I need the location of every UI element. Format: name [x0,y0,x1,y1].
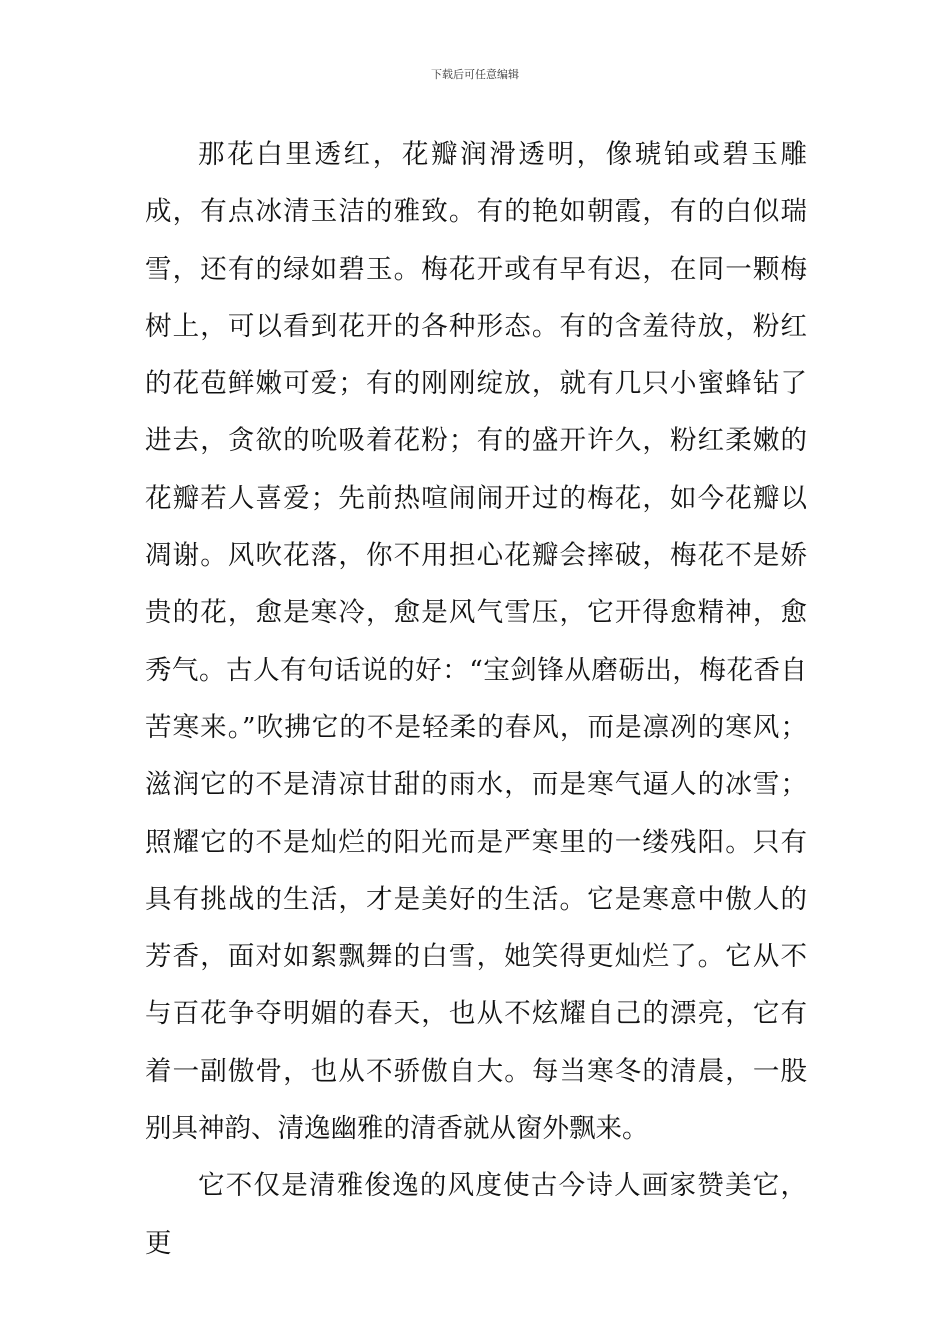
document-body [145,126,807,1272]
paragraph-1: 那花白里透红，花瓣润滑透明，像琥铂或碧玉雕成，有点冰清玉洁的雅致。有的艳如朝霞，有的白似瑞雪，还有的绿如碧玉。梅花开或有早有迟，在同一颗梅树上，可以看到花开的各种形态。有的含羞待放，粉红的花苞鲜嫩可爱；有的刚刚绽放，就有几只小蜜蜂钻了进去，贪欲的吮吸着花粉；有的盛开许久，粉红柔嫩的花瓣若人喜爱；先前热喧闹闹开过的梅花，如今花瓣以凋谢。风吹花落，你不用担心花瓣会摔破，梅花不是娇贵的花，愈是寒冷，愈是风气雪压，它开得愈精神，愈秀气。古人有句话说的好：“宝剑锋从磨砺出，梅花香自苦寒来。”吹拂它的不是轻柔的春风，而是凛冽的寒风；滋润它的不是清凉甘甜的雨水，而是寒气逼人的冰雪；照耀它的不是灿烂的阳光而是严寒里的一缕残阳。只有具有挑战的生活，才是美好的生活。它是寒意中傲人的芳香，面对如絮飘舞的白雪，她笑得更灿烂了。它从不与百花争夺明媚的春天，也从不炫耀自己的漂亮，它有着一副傲骨，也从不骄傲自大。每当寒冬的清晨，一股别具神韵、清逸幽雅的清香就从窗外飘来。 [145,139,807,1145]
page-header: 下载后可任意编辑 [431,68,519,81]
paragraph-2: 它不仅是清雅俊逸的风度使古今诗人画家赞美它，更 [145,1170,807,1259]
